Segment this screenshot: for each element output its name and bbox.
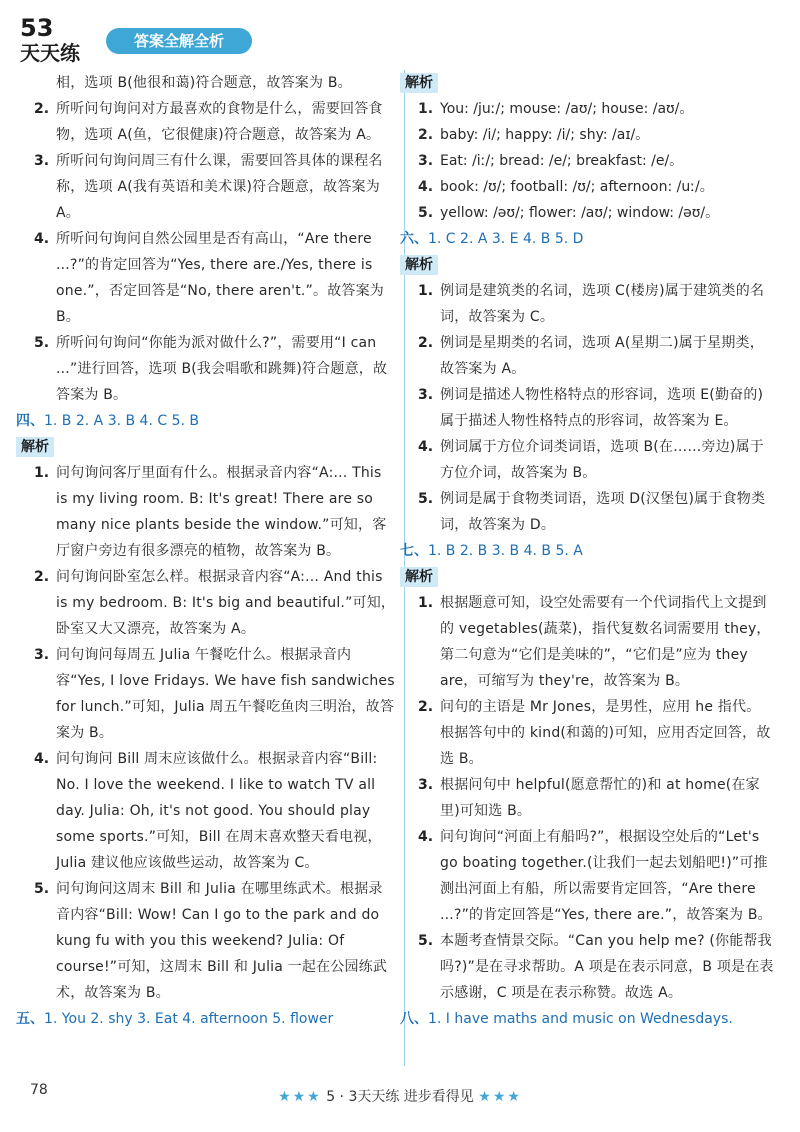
item-text: 所听问句询问对方最喜欢的食物是什么，需要回答食物，选项 A(鱼，它很健康)符合题意，故答案为 A。 bbox=[56, 101, 383, 143]
item-number: 2. bbox=[34, 101, 50, 117]
svg-text:天天练: 天天练 bbox=[20, 41, 80, 64]
item-text: 相，选项 B(他很和蔼)符合题意，故答案为 B。 bbox=[56, 75, 352, 91]
brand-logo bbox=[18, 12, 116, 64]
answer-explanation-item bbox=[34, 876, 396, 1006]
item-number: 4. bbox=[418, 179, 434, 195]
footer-slogan bbox=[0, 1086, 800, 1106]
section-6-answers: 六、1. C 2. A 3. E 4. B 5. D bbox=[400, 231, 584, 247]
answer-explanation-item bbox=[418, 772, 774, 824]
item-text: Eat: /iː/; bread: /e/; breakfast: /e/。 bbox=[440, 153, 684, 169]
item-number: 2. bbox=[418, 335, 434, 351]
analysis-header: 解析 bbox=[400, 567, 438, 587]
item-text: 问句询问 Bill 周末应该做什么。根据录音内容“Bill: No. I love the weekend. I like to watch TV all day. Julia: Oh, it's not good. You should play some sports.”可知，Bill 在周末喜欢整天看电视，Julia 建议他应该做些运动，故答案为 C。 bbox=[56, 751, 382, 871]
item-number: 3. bbox=[34, 647, 50, 663]
answer-explanation-item bbox=[418, 174, 774, 200]
section-5-answers: 五、1. You 2. shy 3. Eat 4. afternoon 5. flower bbox=[16, 1011, 334, 1027]
item-text: 问句询问“河面上有船吗?”，根据设空处后的“Let's go boating together.(让我们一起去划船吧!)”可推测出河面上有船，所以需要肯定回答，“Are there ...?”的肯定回答是“Yes, there are.”，故答案为 B。 bbox=[440, 829, 772, 923]
item-number: 5. bbox=[418, 205, 434, 221]
analysis-header: 解析 bbox=[400, 73, 438, 93]
answer-explanation-item bbox=[418, 200, 774, 226]
answer-explanation-item bbox=[34, 746, 396, 876]
footer-text: 5 · 3天天练 进步看得见 bbox=[326, 1089, 474, 1105]
item-number: 2. bbox=[34, 569, 50, 585]
answer-explanation-item bbox=[418, 382, 774, 434]
section-4-answers: 四、1. B 2. A 3. B 4. C 5. B bbox=[16, 413, 200, 429]
answer-explanation-item bbox=[34, 564, 396, 642]
item-text: 问句询问这周末 Bill 和 Julia 在哪里练武术。根据录音内容“Bill: Wow! Can I go to the park and do kung fu with you this weekend? Julia: Of course!”可知，这周末 Bill 和 Julia 一起在公园练武术，故答案为 B。 bbox=[56, 881, 388, 1001]
right-column bbox=[400, 70, 774, 1032]
answer-explanation-item bbox=[418, 148, 774, 174]
answer-explanation-item bbox=[34, 460, 396, 564]
item-text: 例词是属于食物类词语，选项 D(汉堡包)属于食物类词，故答案为 D。 bbox=[440, 491, 766, 533]
item-number: 2. bbox=[418, 699, 434, 715]
item-text: 所听问句询问“你能为派对做什么?”，需要用“I can ...”进行回答，选项 B(我会唱歌和跳舞)符合题意，故答案为 B。 bbox=[56, 335, 388, 403]
item-number: 3. bbox=[418, 153, 434, 169]
item-number: 5. bbox=[418, 933, 434, 949]
item-text: 例词是星期类的名词，选项 A(星期二)属于星期类，故答案为 A。 bbox=[440, 335, 764, 377]
item-text: book: /ʊ/; football: /ʊ/; afternoon: /uː/。 bbox=[440, 179, 714, 195]
answer-explanation-item bbox=[418, 694, 774, 772]
item-text: 问句询问每周五 Julia 午餐吃什么。根据录音内容“Yes, I love Fridays. We have fish sandwiches for lunch.”可知，Julia 周五午餐吃鱼肉三明治，故答案为 B。 bbox=[56, 647, 395, 741]
item-number: 1. bbox=[418, 283, 434, 299]
answer-explanation-item bbox=[34, 148, 396, 226]
answer-explanation-item bbox=[34, 642, 396, 746]
answer-explanation-item bbox=[418, 434, 774, 486]
item-number: 1. bbox=[418, 101, 434, 117]
item-text: yellow: /əʊ/; flower: /aʊ/; window: /əʊ/。 bbox=[440, 205, 720, 221]
answer-explanation-item bbox=[34, 70, 396, 96]
answer-explanation-item bbox=[34, 96, 396, 148]
answer-explanation-item bbox=[418, 96, 774, 122]
answer-explanation-item bbox=[34, 226, 396, 330]
left-column bbox=[16, 70, 396, 1032]
item-text: 所听问句询问周三有什么课，需要回答具体的课程名称，选项 A(我有英语和美术课)符合题意，故答案为 A。 bbox=[56, 153, 383, 221]
item-number: 1. bbox=[34, 465, 50, 481]
item-number: 3. bbox=[418, 777, 434, 793]
item-text: 本题考查情景交际。“Can you help me? (你能帮我吗?)”是在寻求帮助。A 项是在表示同意，B 项是在表示感谢，C 项是在表示称赞。故选 A。 bbox=[440, 933, 774, 1001]
page-number: 78 bbox=[30, 1082, 48, 1098]
star-icon: ★★★ bbox=[278, 1089, 322, 1105]
item-text: 例词是建筑类的名词，选项 C(楼房)属于建筑类的名词，故答案为 C。 bbox=[440, 283, 765, 325]
analysis-header: 解析 bbox=[16, 437, 54, 457]
item-text: 根据问句中 helpful(愿意帮忙的)和 at home(在家里)可知选 B。 bbox=[440, 777, 760, 819]
item-text: baby: /i/; happy: /i/; shy: /aɪ/。 bbox=[440, 127, 650, 143]
section-7-answers: 七、1. B 2. B 3. B 4. B 5. A bbox=[400, 543, 583, 559]
item-text: 问句的主语是 Mr Jones，是男性，应用 he 指代。根据答句中的 kind(和蔼的)可知，应用否定回答，故选 B。 bbox=[440, 699, 771, 767]
item-text: You: /juː/; mouse: /aʊ/; house: /aʊ/。 bbox=[440, 101, 694, 117]
item-text: 所听问句询问自然公园里是否有高山，“Are there ...?”的肯定回答为“Yes, there are./Yes, there is one.”，否定回答是“No, there aren't.”。故答案为 B。 bbox=[56, 231, 384, 325]
answer-explanation-item bbox=[418, 486, 774, 538]
item-number: 5. bbox=[34, 881, 50, 897]
item-text: 问句询问卧室怎么样。根据录音内容“A:... And this is my bedroom. B: It's big and beautiful.”可知，卧室又大又漂亮，故答案为 A。 bbox=[56, 569, 396, 637]
answer-explanation-item bbox=[418, 278, 774, 330]
item-text: 根据题意可知，设空处需要有一个代词指代上文提到的 vegetables(蔬菜)，指代复数名词需要用 they，第二句意为“它们是美味的”，“它们是”应为 they are，可缩写为 they're，故答案为 B。 bbox=[440, 595, 771, 689]
answer-explanation-item bbox=[418, 590, 774, 694]
item-number: 4. bbox=[418, 439, 434, 455]
item-number: 5. bbox=[418, 491, 434, 507]
item-number: 5. bbox=[34, 335, 50, 351]
star-icon: ★★★ bbox=[478, 1089, 522, 1105]
item-number: 3. bbox=[34, 153, 50, 169]
item-number: 1. bbox=[418, 595, 434, 611]
answer-explanation-item bbox=[418, 122, 774, 148]
item-text: 例词属于方位介词类词语，选项 B(在……旁边)属于方位介词，故答案为 B。 bbox=[440, 439, 764, 481]
item-number: 2. bbox=[418, 127, 434, 143]
answer-explanation-item bbox=[418, 330, 774, 382]
answer-explanation-item bbox=[418, 824, 774, 928]
item-number: 4. bbox=[34, 751, 50, 767]
item-text: 例词是描述人物性格特点的形容词，选项 E(勤奋的)属于描述人物性格特点的形容词，故答案为 E。 bbox=[440, 387, 764, 429]
analysis-header: 解析 bbox=[400, 255, 438, 275]
answer-explanation-item bbox=[34, 330, 396, 408]
item-number: 4. bbox=[34, 231, 50, 247]
answer-badge: 答案全解全析 bbox=[106, 28, 252, 54]
answer-explanation-item bbox=[418, 928, 774, 1006]
item-number: 3. bbox=[418, 387, 434, 403]
section-8-answers: 八、1. I have maths and music on Wednesdays. bbox=[400, 1011, 733, 1027]
item-number: 4. bbox=[418, 829, 434, 845]
item-text: 问句询问客厅里面有什么。根据录音内容“A:... This is my living room. B: It's great! There are so many nice plants beside the window.”可知，客厅窗户旁边有很多漂亮的植物，故答案为 B。 bbox=[56, 465, 387, 559]
svg-text:53: 53 bbox=[20, 14, 54, 42]
